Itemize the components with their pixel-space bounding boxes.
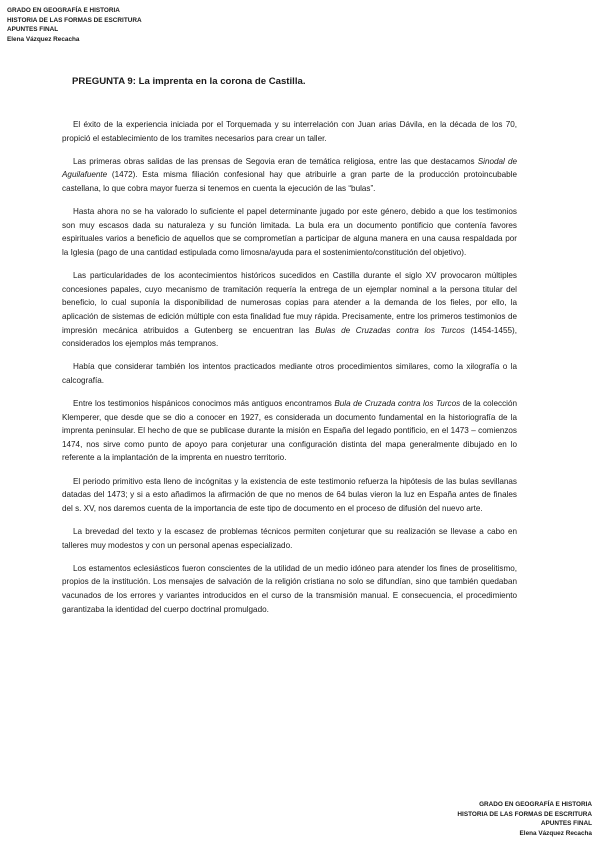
header-degree: GRADO EN GEOGRAFÍA E HISTORIA xyxy=(7,7,120,14)
page-footer xyxy=(457,800,592,838)
footer-author: Elena Vázquez Recacha xyxy=(519,829,592,837)
header-notes: APUNTES FINAL xyxy=(7,26,59,33)
page-title: PREGUNTA 9: La imprenta en la corona de Castilla. xyxy=(72,76,306,87)
paragraph: Las particularidades de los acontecimientos históricos sucedidos en Castilla durante el siglo XV provocaron múltiples concesiones papales, cuyo mecanismo de tramitación requería la entrega de un ejemplar nominal a la persona titular del beneficio, lo cual suponía la disponibilidad de numerosas copias para atender a la demanda de los fieles, por ello, la aplicación de sistemas de edición múltiple con esta finalidad fue muy rápida. Precisamente, entre los primeros testimonios de impresión mecánica atribuidos a Gutenberg se encuentran las Bulas de Cruzadas contra los Turcos (1454-1455), considerados los ejemplos más tempranos. xyxy=(62,271,517,349)
paragraph: Entre los testimonios hispánicos conocimos más antiguos encontramos Bula de Cruzada contra los Turcos de la colección Klemperer, que desde que se dio a conocer en 1927, es considerada un documento fundamental en la historiografía de la imprenta peninsular. El hecho de que se publicase durante la misión en España del legado pontificio, en el 1473 – comienzos 1474, nos sirve como punto de apoyo para conjeturar una configuración distinta del mapa generalmente dibujado en lo referente a la implantación de la imprenta en nuestro territorio. xyxy=(62,399,517,463)
paragraph: Había que considerar también los intentos practicados mediante otros procedimientos similares, como la xilografía o la calcografía. xyxy=(62,362,517,385)
footer-degree: GRADO EN GEOGRAFÍA E HISTORIA xyxy=(479,801,592,808)
paragraph: El periodo primitivo esta lleno de incógnitas y la existencia de este testimonio refuerza la hipótesis de las bulas sevillanas datadas del 1473; y si a esto añadimos la afirmación de que no menos de 64 bulas vieron la luz en España antes de finales del s. XV, nos daremos cuenta de la importancia de este tipo de documento en el proceso de difusión del nuevo arte. xyxy=(62,476,517,513)
header-subject: HISTORIA DE LAS FORMAS DE ESCRITURA xyxy=(7,16,142,24)
italic-title: Bulas de Cruzadas contra los Turcos xyxy=(315,325,465,335)
header-author: Elena Vázquez Recacha xyxy=(7,35,80,43)
document-body xyxy=(62,118,517,626)
paragraph: Hasta ahora no se ha valorado lo suficiente el papel determinante jugado por este género, debido a que los testimonios son muy escasos dada su naturaleza y su función limitada. La bula era un documento pontificio que contenía favores espirituales varios a beneficio de aquellos que se comprometían a participar de alguna manera en una causa respaldada por la Iglesia (pago de una cantidad estipulada como limosna/ayuda para el sostenimiento/constitución del objetivo). xyxy=(62,207,517,257)
paragraph: El éxito de la experiencia iniciada por el Torquemada y su interrelación con Juan arias Dávila, en la década de los 70, propició el establecimiento de los tramites necesarios para crear un taller. xyxy=(62,120,517,143)
paragraph: La brevedad del texto y la escasez de problemas técnicos permiten conjeturar que su realización se llevase a cabo en talleres muy modestos y con un personal apenas especializado. xyxy=(62,527,517,550)
italic-title: Bula de Cruzada contra los Turcos xyxy=(334,399,461,409)
italic-title: Sinodal de Aguilafuente xyxy=(62,156,518,180)
paragraph: Los estamentos eclesiásticos fueron conscientes de la utilidad de un medio idóneo para atender los fines de proselitismo, propios de la institución. Los mensajes de salvación de la religión cristiana no solo se difundían, sino que también quedaban vacunados de los errores y variantes introducidos en el curso de la transmisión manual. E consecuencia, el procedimiento garantizaba la identidad del cuerpo doctrinal promulgado. xyxy=(62,563,517,614)
footer-notes: APUNTES FINAL xyxy=(540,820,592,827)
page-header xyxy=(7,6,142,44)
footer-subject: HISTORIA DE LAS FORMAS DE ESCRITURA xyxy=(457,810,592,818)
paragraph: Las primeras obras salidas de las prensas de Segovia eran de temática religiosa, entre las que destacamos Sinodal de Aguilafuente (1472). Esta misma filiación confesional hay que atribuirle a gran parte de la producción protoincubable castellana, lo que cobra mayor fuerza si tenemos en cuenta la ejecución de las “bulas”. xyxy=(62,156,518,193)
